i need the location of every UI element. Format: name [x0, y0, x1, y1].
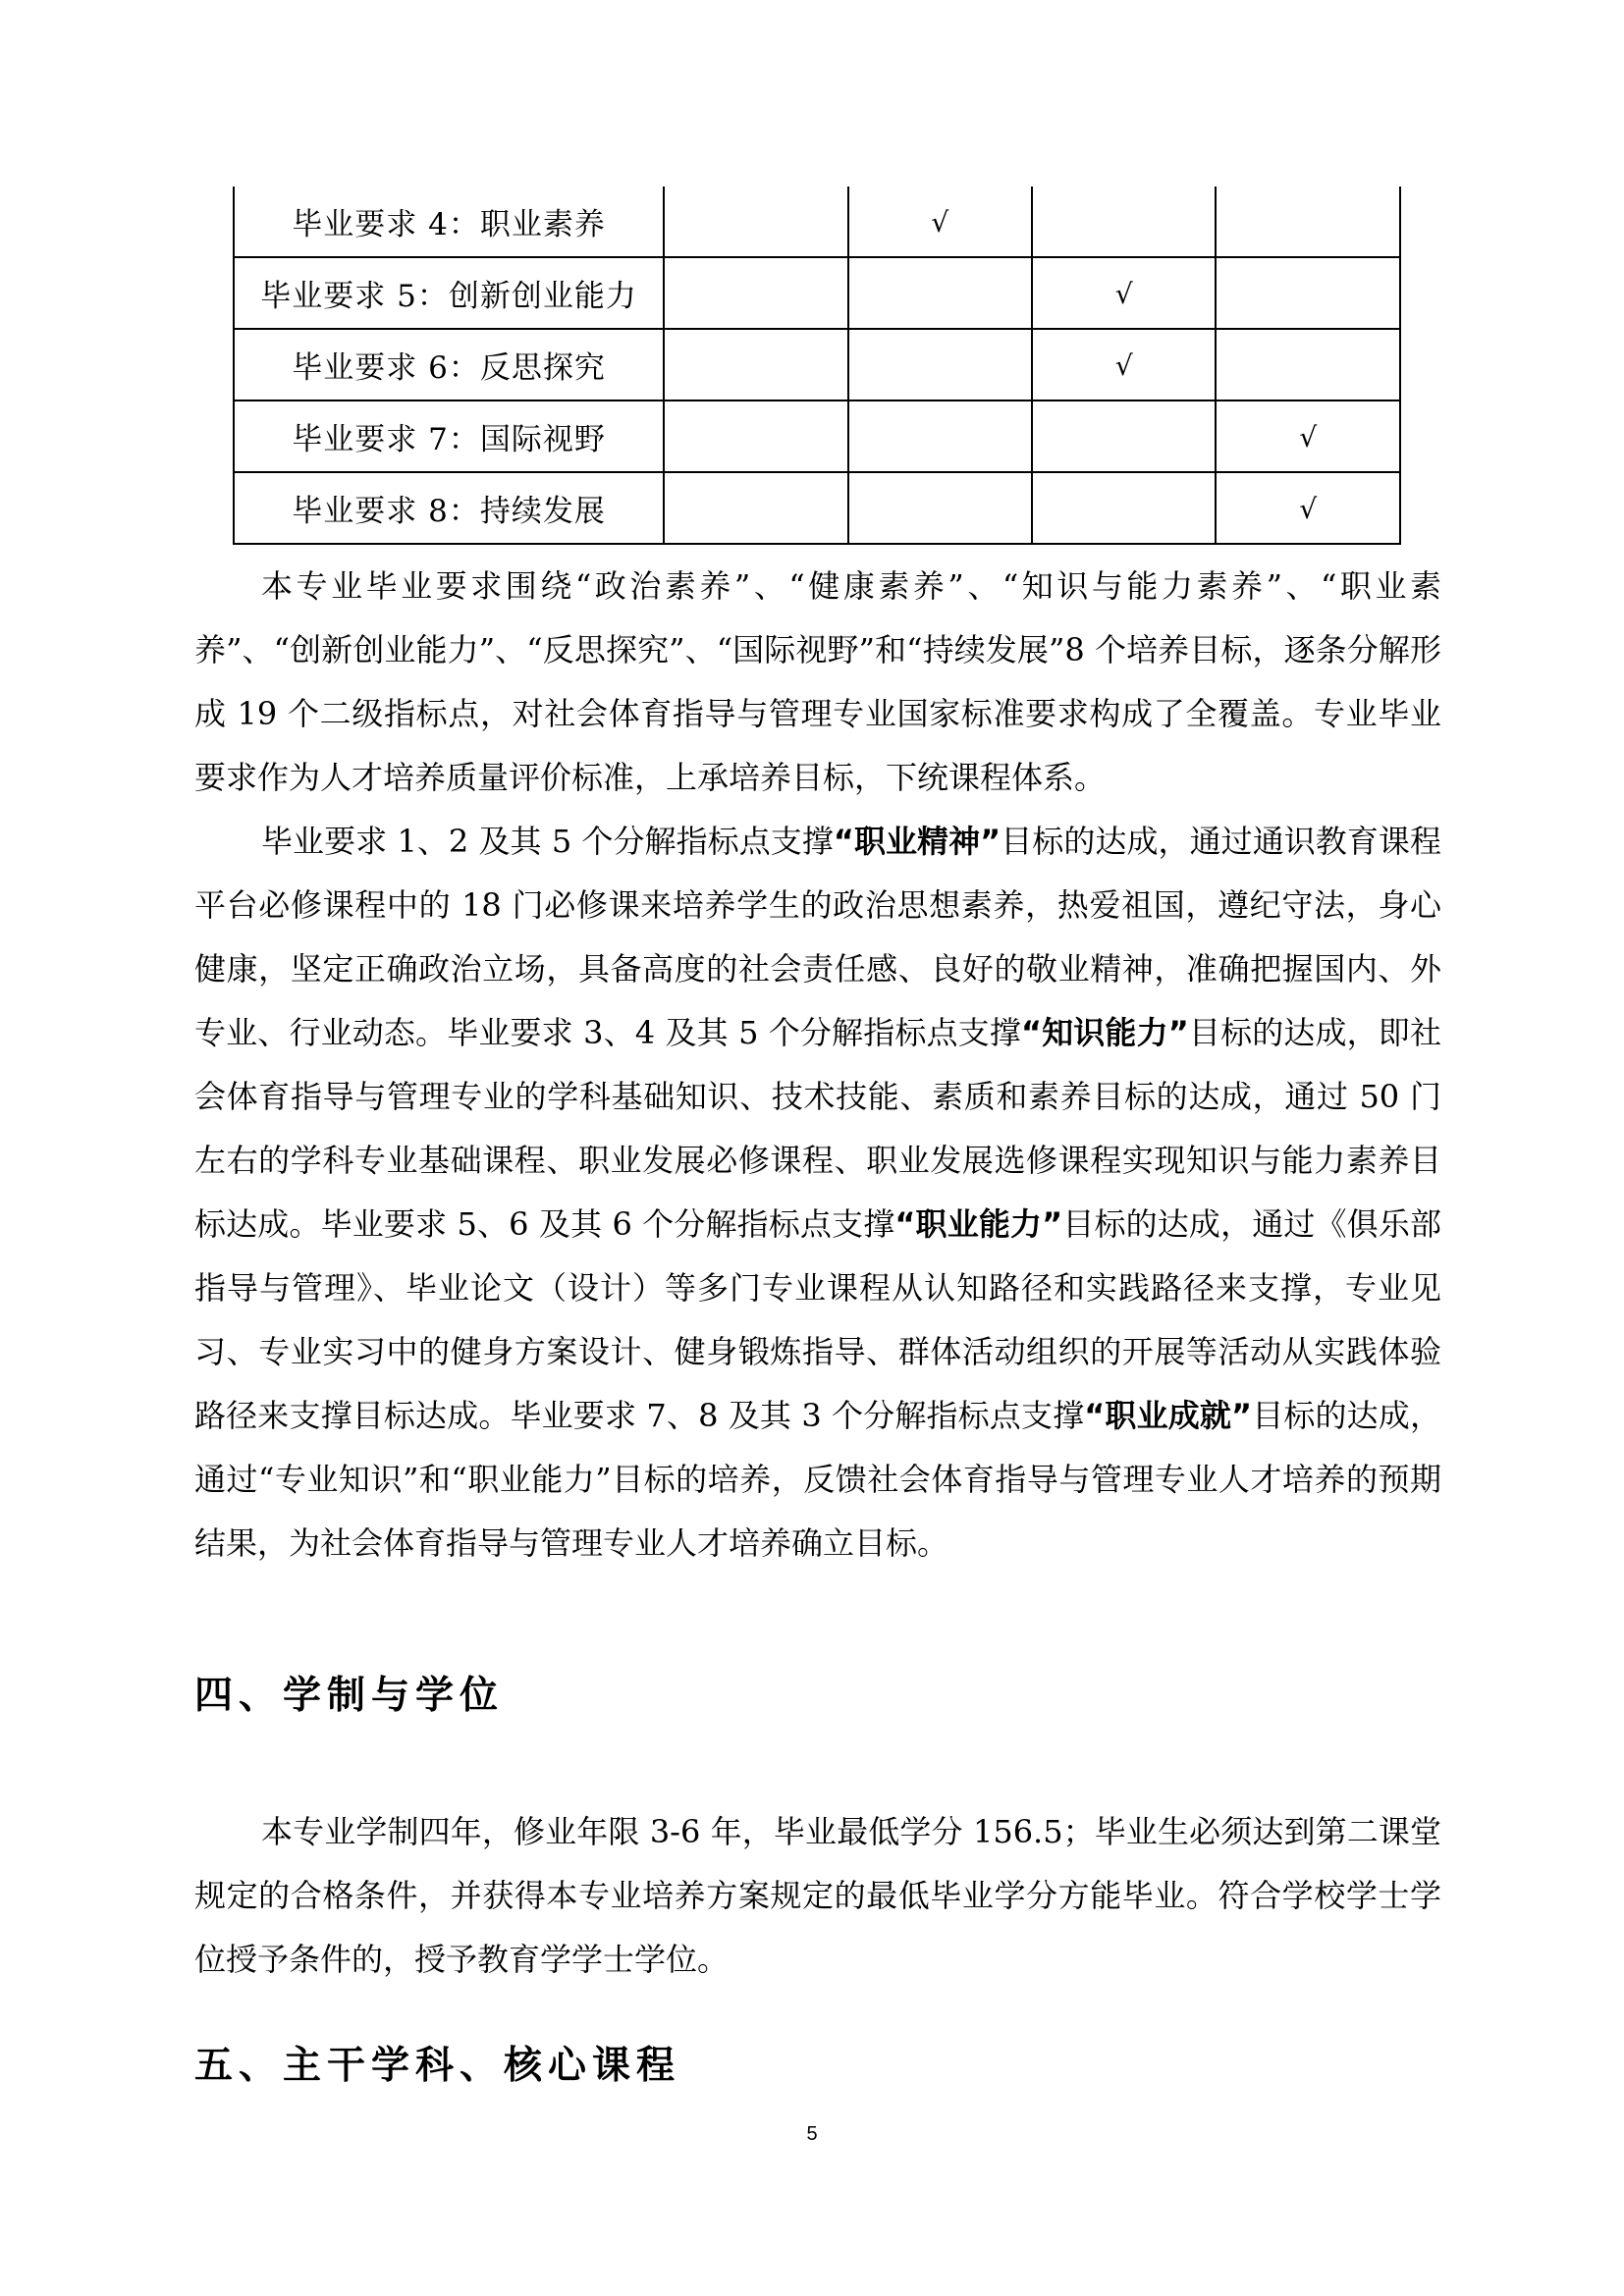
support-cell: [664, 329, 847, 400]
requirement-label-cell: 毕业要求 8：持续发展: [234, 472, 664, 544]
support-cell: [664, 472, 847, 544]
support-cell: [1032, 187, 1216, 257]
support-cell: [848, 187, 1032, 257]
paragraph-duration-degree: 本专业学制四年，修业年限 3-6 年，毕业最低学分 156.5；毕业生必须达到第二课堂规定的合格条件，并获得本专业培养方案规定的最低毕业学分方能毕业。符合学校学士学位授予条件的，授予教育学学士学位。: [194, 1813, 1441, 1978]
support-cell: [664, 257, 847, 329]
support-cell: [848, 257, 1032, 329]
check-mark: √: [1299, 420, 1318, 454]
section-heading-5: 五、主干学科、核心课程: [194, 2044, 681, 2088]
text-span: 目标的达成，通过“专业知识”和“职业能力”目标的培养，反馈社会体育指导与管理专业人才培养的预期结果，为社会体育指导与管理专业人才培养确立目标。: [194, 1397, 1441, 1562]
support-cell: [848, 329, 1032, 400]
table-row: [234, 329, 1400, 400]
text-span: 毕业要求 1、2 及其 5 个分解指标点支撑: [261, 823, 834, 860]
support-cell: [848, 400, 1032, 472]
check-mark: √: [931, 205, 949, 239]
text-span: 目标的达成，通过通识教育课程平台必修课程中的 18 门必修课来培养学生的政治思想素养，热爱祖国，遵纪守法，身心健康，坚定正确政治立场，具备高度的社会责任感、良好的敬业精神，准确把握国内、外专业、行业动态。毕业要求 3、4 及其 5 个分解指标点支撑: [194, 823, 1441, 1051]
support-cell: [1032, 400, 1216, 472]
support-cell: [1216, 400, 1400, 472]
bold-term: “知识能力”: [1020, 1014, 1189, 1051]
requirement-label-cell: 毕业要求 4：职业素养: [234, 187, 664, 257]
page-number: 5: [806, 2123, 818, 2145]
bold-term: “职业精神”: [833, 823, 1001, 860]
section-heading-4: 四、学制与学位: [194, 1674, 505, 1718]
table-row: [234, 257, 1400, 329]
requirement-label-cell: 毕业要求 7：国际视野: [234, 400, 664, 472]
support-cell: [1216, 257, 1400, 329]
support-cell: [1032, 472, 1216, 544]
support-cell: [1216, 472, 1400, 544]
table-row: [234, 400, 1400, 472]
support-cell: [848, 472, 1032, 544]
support-cell: [664, 400, 847, 472]
check-mark: √: [1299, 492, 1318, 525]
graduation-requirements-table: [233, 187, 1401, 545]
check-mark: √: [1114, 277, 1133, 310]
support-cell: [1216, 329, 1400, 400]
support-cell: [1032, 329, 1216, 400]
support-cell: [1216, 187, 1400, 257]
table-row: [234, 472, 1400, 544]
bold-term: “职业成就”: [1084, 1397, 1253, 1434]
text-span: 目标的达成，即社会体育指导与管理专业的学科基础知识、技术技能、素质和素养目标的达成，通过 50 门左右的学科专业基础课程、职业发展必修课程、职业发展选修课程实现知识与能力素养目标达成。毕业要求 5、6 及其 6 个分解指标点支撑: [194, 1014, 1441, 1243]
paragraph-requirements-overview: 本专业毕业要求围绕“政治素养”、“健康素养”、“知识与能力素养”、“职业素养”、“创新创业能力”、“反思探究”、“国际视野”和“持续发展”8 个培养目标，逐条分解形成 19 个二级指标点，对社会体育指导与管理专业国家标准要求构成了全覆盖。专业毕业要求作为人才培养质量评价标准，上承培养目标，下统课程体系。: [194, 567, 1441, 796]
paragraph-requirements-support: [194, 810, 1441, 1575]
support-cell: [1032, 257, 1216, 329]
table-row: [234, 187, 1400, 257]
check-mark: √: [1114, 348, 1133, 382]
bold-term: “职业能力”: [894, 1205, 1063, 1243]
support-cell: [664, 187, 847, 257]
text-span: 目标的达成，通过《俱乐部指导与管理》、毕业论文（设计）等多门专业课程从认知路径和实践路径来支撑，专业见习、专业实习中的健身方案设计、健身锻炼指导、群体活动组织的开展等活动从实践体验路径来支撑目标达成。毕业要求 7、8 及其 3 个分解指标点支撑: [194, 1205, 1441, 1434]
requirement-label-cell: 毕业要求 5：创新创业能力: [234, 257, 664, 329]
requirement-label-cell: 毕业要求 6：反思探究: [234, 329, 664, 400]
